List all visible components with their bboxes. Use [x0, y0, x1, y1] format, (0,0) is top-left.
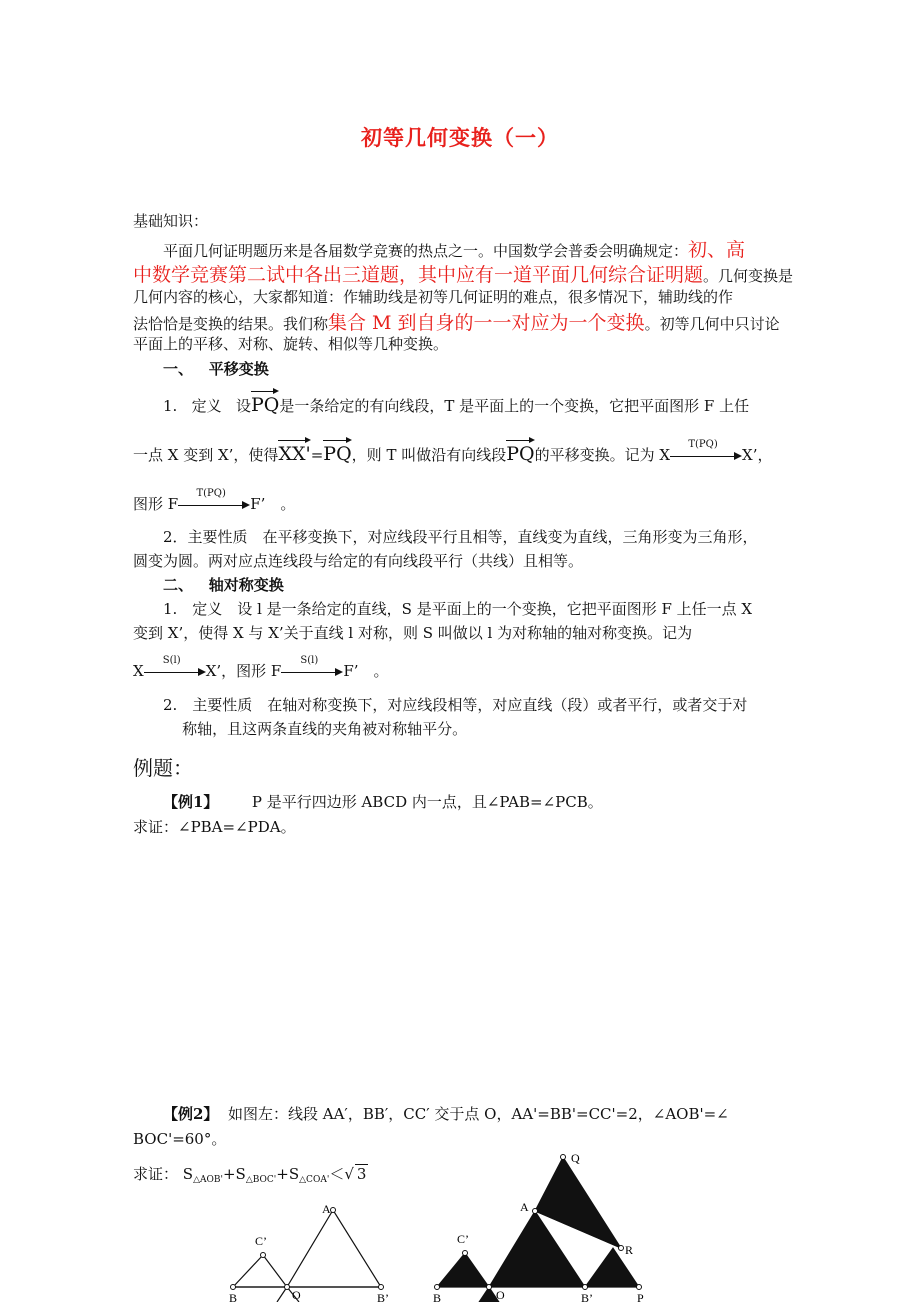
- sec2-property-line-1: 2. 主要性质 在轴对称变换下，对应线段相等，对应直线（段）或者平行，或者交于对: [163, 696, 748, 714]
- sec1-definition-line-1: 1. 定义 设PQ是一条给定的有向线段，T 是平面上的一个变换，它把平面图形 F 上任: [163, 394, 750, 416]
- intro-red-2: 集合 M 到自身的一一对应为一个变换: [328, 312, 645, 334]
- right-label-q: Q: [571, 1151, 580, 1165]
- basics-heading: 基础知识：: [133, 212, 209, 230]
- sec1-definition-line-3: 图形 F T(PQ) F’ 。: [133, 488, 296, 513]
- example-1-prove: 求证：∠PBA=∠PDA。: [133, 818, 296, 836]
- examples-heading: 例题：: [133, 756, 193, 780]
- sec2-definition-line-1: 1. 定义 设 l 是一条给定的直线，S 是平面上的一个变换，它把平面图形 F 上任一点 X: [163, 600, 753, 618]
- translation-arrow-2: T(PQ): [178, 494, 250, 512]
- right-label-c: C’: [457, 1232, 469, 1246]
- left-label-b: B: [229, 1291, 238, 1302]
- example-2-prove: 求证： $S_{\triangle AOB'}+S_{\triangle BOC'}+S_{\triangle COA'}<√$ 3: [133, 1165, 367, 1185]
- intro-line-5: 平面上的平移、对称、旋转、相似等几种变换。: [133, 335, 449, 353]
- sqrt-symbol: √: [344, 1165, 354, 1183]
- example-2-statement-2: BOC'=60°。: [133, 1130, 227, 1148]
- example-2-statement-1: 【例2】 如图左：线段 AA′，BB′，CC′ 交于点 O，AA'=BB'=CC'=2，∠AOB'=∠: [163, 1105, 729, 1123]
- right-label-r: R: [625, 1243, 634, 1257]
- reflection-arrow: S(l): [144, 661, 206, 679]
- section-2-heading: 二、 轴对称变换: [163, 576, 284, 594]
- left-label-b-prime: B’: [377, 1291, 389, 1302]
- example-1-statement: 【例1】 P 是平行四边形 ABCD 内一点，且∠PAB=∠PCB。: [163, 793, 603, 811]
- intro-line-2: 中数学竞赛第二试中各出三道题，其中应有一道平面几何综合证明题。几何变换是: [133, 264, 794, 286]
- right-label-b: B: [433, 1291, 442, 1302]
- page-title: 初等几何变换（一）: [361, 125, 559, 150]
- vector-pq: PQ: [250, 394, 280, 416]
- left-label-c: C’: [255, 1234, 267, 1248]
- right-label-a: A: [520, 1200, 529, 1214]
- left-label-a: A: [322, 1202, 331, 1216]
- right-label-o: O: [496, 1288, 505, 1302]
- right-label-b-prime: B’: [581, 1291, 593, 1302]
- vector-pq-3: PQ: [506, 443, 535, 465]
- filled-triangle-boc: [437, 1253, 489, 1287]
- vector-xx: XX': [278, 443, 311, 465]
- figure-right: [425, 1145, 655, 1302]
- intro-line-3: 几何内容的核心，大家都知道：作辅助线是初等几何证明的难点，很多情况下，辅助线的作: [133, 288, 734, 306]
- sec1-property-line-2: 圆变为圆。两对应点连线段与给定的有向线段平行（共线）且相等。: [133, 552, 584, 570]
- vector-pq-2: PQ: [323, 443, 352, 465]
- sec1-property-line-1: 2．主要性质 在平移变换下，对应线段平行且相等，直线变为直线，三角形变为三角形，: [163, 528, 758, 546]
- figure-left: [215, 1195, 415, 1302]
- left-label-o: O: [292, 1288, 301, 1302]
- reflection-arrow-2: S(l): [281, 661, 343, 679]
- intro-line-4: 法恰恰是变换的结果。我们称集合 M 到自身的一一对应为一个变换。初等几何中只讨论: [133, 312, 780, 334]
- triangle-boc: [233, 1255, 287, 1287]
- section-1-heading: 一、 平移变换: [163, 360, 269, 378]
- sec2-definition-line-2: 变到 X’，使得 X 与 X’关于直线 l 对称，则 S 叫做以 l 为对称轴的轴对称变换。记为: [133, 624, 693, 642]
- right-label-p: P: [637, 1291, 644, 1302]
- sec2-definition-line-3: X S(l) X’，图形 F S(l) F’ 。: [133, 655, 389, 680]
- translation-arrow: T(PQ): [670, 445, 742, 463]
- sec2-property-line-2: 称轴，且这两条直线的夹角被对称轴平分。: [182, 720, 468, 738]
- intro-line-1: 平面几何证明题历来是各届数学竞赛的热点之一。中国数学会普委会明确规定：初、高: [163, 239, 746, 261]
- sec1-definition-line-2: 一点 X 变到 X’，使得XX'=PQ，则 T 叫做沿有向线段PQ的平移变换。记为 X T(PQ) X’，: [133, 439, 773, 465]
- triangle-aob: [287, 1210, 381, 1287]
- intro-red-1: 初、高: [688, 239, 746, 261]
